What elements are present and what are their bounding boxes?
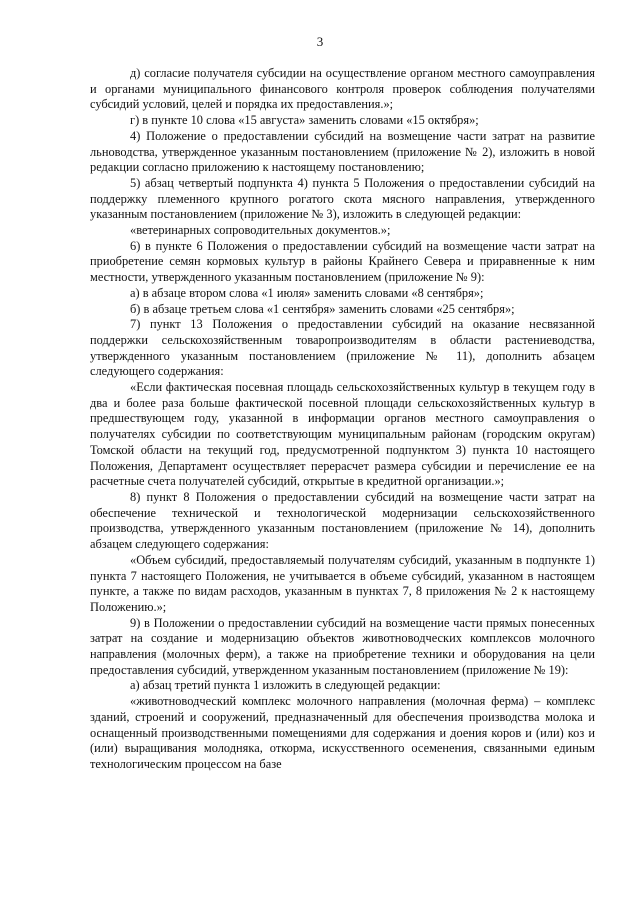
paragraph-8: б) в абзаце третьем слова «1 сентября» заменить словами «25 сентября»; [130,301,515,316]
paragraph-14: а) абзац третий пункта 1 изложить в следующей редакции: [130,678,441,693]
paragraph-5: «ветеринарных сопроводительных документов.»; [130,223,391,238]
paragraph-13: 9) в Положении о предоставлении субсидий на возмещение части прямых понесенных затрат на создание и модернизацию объектов животноводческих комплексов молочного направления (молочных ферм), а также на приобретение техники и оборудования на цели предоставления субсидий, утвержденном указанным постановлением (приложение № 19): [90,615,595,677]
paragraph-9: 7) пункт 13 Положения о предоставлении субсидий на оказание несвязанной поддержки сельскохозяйственным товаропроизводителям в области растениеводства, утвержденного указанным постановлением (приложение № 11), дополнить абзацем следующего содержания: [90,317,595,379]
paragraph-11: 8) пункт 8 Положения о предоставлении субсидий на возмещение части затрат на обеспечение технической и технологической модернизации сельскохозяйственного производства, утвержденного указанным постановлением (приложение № 14), дополнить абзацем следующего содержания: [90,489,595,552]
paragraph-6: 6) в пункте 6 Положения о предоставлении субсидий на возмещение части затрат на приобретение семян кормовых культур в районы Крайнего Севера и приравненные к ним местности, утвержденного указанным постановлением (приложение № 9): [90,238,595,285]
paragraph-3: 4) Положение о предоставлении субсидий на возмещение части затрат на развитие льноводства, утвержденное указанным постановлением (приложение № 2), изложить в новой редакции согласно приложению к настоящему постановлению; [90,128,595,175]
paragraph-2: г) в пункте 10 слова «15 августа» заменить словами «15 октября»; [130,113,479,128]
document-body [90,66,595,773]
paragraph-4: 5) абзац четвертый подпункта 4) пункта 5 Положения о предоставлении субсидий на поддержку племенного крупного рогатого скота мясного направления, утвержденного указанным постановлением (приложение № 3), изложить в следующей редакции: [90,175,595,222]
paragraph-7: а) в абзаце втором слова «1 июля» заменить словами «8 сентября»; [130,285,484,300]
paragraph-15: «животноводческий комплекс молочного направления (молочная ферма) – комплекс зданий, строений и сооружений, предназначенный для обеспечения производства молока и оснащенный производственными помещениями для содержания и доения коров и (или) коз и (или) выращивания молодняка, откорма, искусственного осеменения, связанными единым технологическим процессом на базе [90,694,595,771]
paragraph-10: «Если фактическая посевная площадь сельскохозяйственных культур в текущем году в два и более раза больше фактической посевной площади сельскохозяйственных культур в предшествующем году, указанной в информации органов местного самоуправления о получателях субсидии по соответствующим муниципальным районам (городским округам) Томской области на текущий год, предусмотренной подпунктом 3) пункта 10 настоящего Положения, Департамент осуществляет перерасчет размера субсидии и перечисление ее на расчетные счета получателей субсидий, открытые в кредитной организации.»; [90,380,595,489]
paragraph-1: д) согласие получателя субсидии на осуществление органом местного самоуправления и органами муниципального финансового контроля проверок соблюдения получателями субсидий условий, целей и порядка их предоставления.»; [90,66,595,112]
paragraph-12: «Объем субсидий, предоставляемый получателям субсидий, указанным в подпункте 1) пункта 7 настоящего Положения, не учитывается в объеме субсидий, указанном в настоящем пункте, а также по видам расходов, указанным в пунктах 7, 8 приложения № 2 к настоящему Положению.»; [90,552,595,614]
page-number: 3 [316,34,324,49]
